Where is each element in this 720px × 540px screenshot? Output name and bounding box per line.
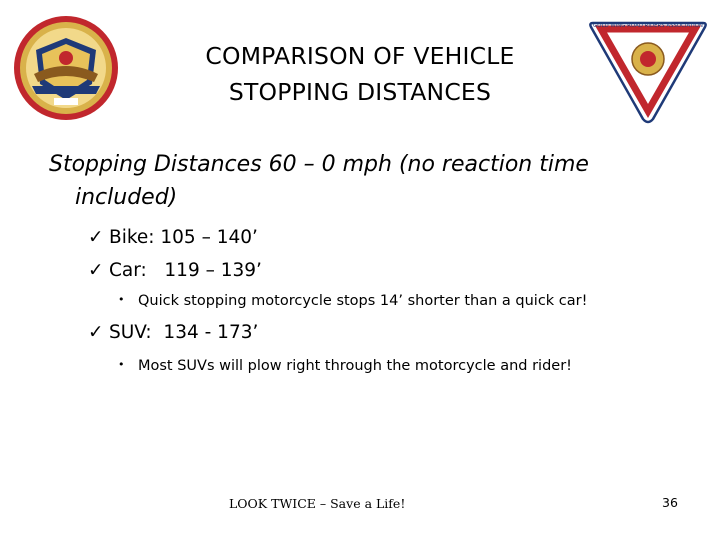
list-item-car <box>88 259 262 283</box>
sub-item-car <box>118 290 587 311</box>
club-emblem-logo <box>12 14 120 122</box>
check-icon: ✓ <box>88 260 104 281</box>
page-number: 36 <box>662 495 678 510</box>
title-line-1: COMPARISON OF VEHICLE <box>205 42 515 70</box>
list-item-bike <box>88 226 258 250</box>
bullet-icon: • <box>118 358 125 371</box>
check-icon: ✓ <box>88 322 104 343</box>
intro-line-2: included) <box>75 185 178 210</box>
title-line-2: STOPPING DISTANCES <box>228 78 492 106</box>
list-item-suv <box>88 321 258 345</box>
check-icon: ✓ <box>88 227 104 248</box>
slide-title <box>150 38 570 110</box>
list-item-label: Car: 119 – 139’ <box>109 260 262 281</box>
list-item-label: Bike: 105 – 140’ <box>109 227 258 248</box>
intro-text <box>49 148 669 214</box>
footer-text: LOOK TWICE – Save a Life! <box>229 496 406 511</box>
logo-right-text: GOLD WING ROAD RIDERS ASSOCIATION <box>593 23 703 29</box>
intro-line-1: Stopping Distances 60 – 0 mph (no reaction time <box>49 152 589 177</box>
sub-item-text: Most SUVs will plow right through the motorcycle and rider! <box>138 358 572 374</box>
sub-item-suv <box>118 355 572 376</box>
gwrra-triangle-logo <box>587 15 709 127</box>
list-item-label: SUV: 134 - 173’ <box>109 322 259 343</box>
sub-item-text: Quick stopping motorcycle stops 14’ shorter than a quick car! <box>138 293 588 309</box>
bullet-icon: • <box>118 293 125 306</box>
